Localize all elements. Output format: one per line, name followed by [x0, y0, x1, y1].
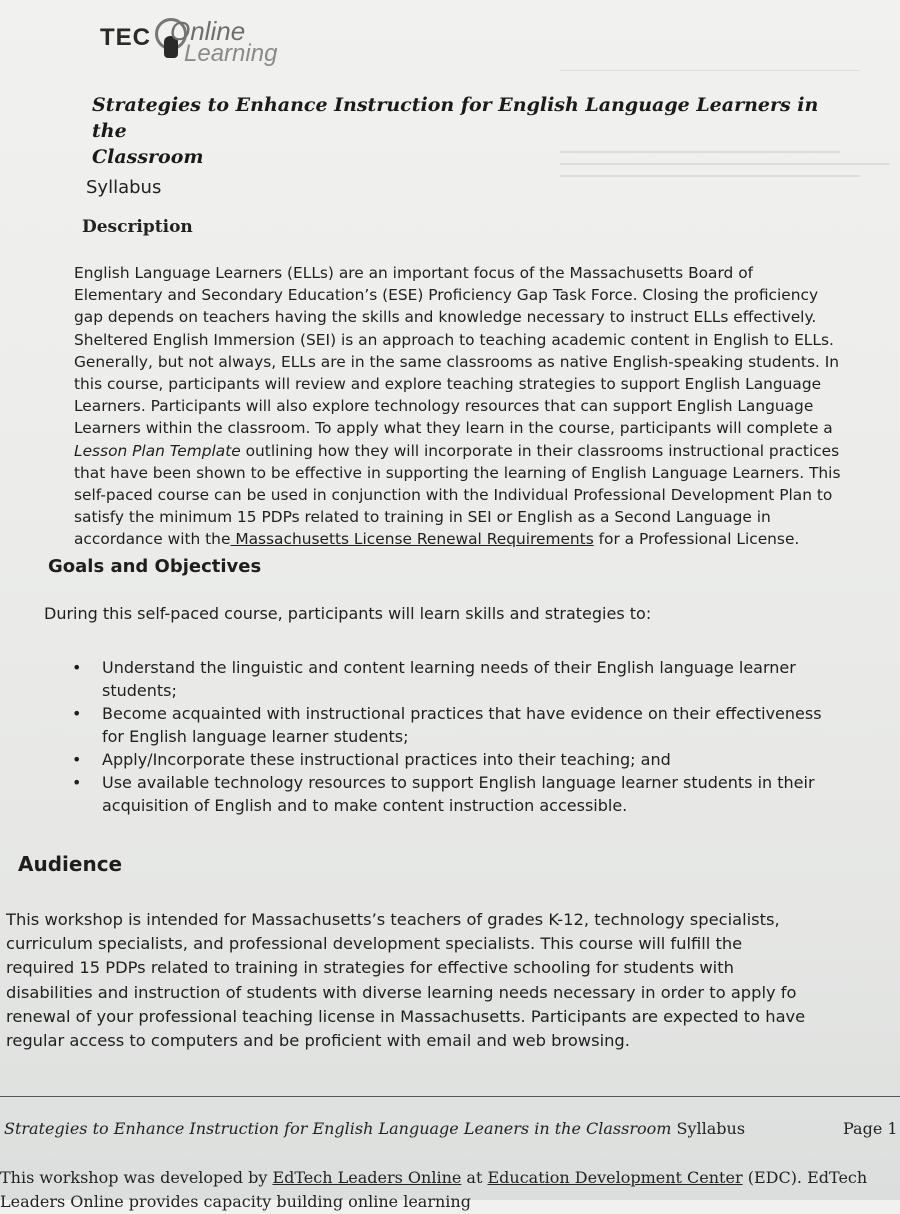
goal-line: Become acquainted with instructional practices that have evidence on their effectiveness [102, 704, 822, 723]
footer-title-rest: Syllabus [671, 1119, 746, 1138]
logo-learning-text: Learning [184, 40, 278, 67]
document-title [92, 92, 852, 170]
credits-text-part: (EDC). EdTech [742, 1168, 868, 1187]
description-heading: Description [82, 217, 193, 237]
tec-online-learning-logo [100, 14, 330, 66]
description-line: Sheltered English Immersion (SEI) is an approach to teaching academic content in English to ELLs. [74, 330, 834, 349]
description-line: this course, participants will review and explore teaching strategies to support English Language [74, 375, 822, 394]
goal-line: Understand the linguistic and content learning needs of their English language learner [102, 658, 796, 677]
description-line [74, 440, 900, 462]
title-line: Classroom [92, 146, 204, 168]
audience-line: This workshop is intended for Massachusetts’s teachers of grades K-12, technology specialists, [6, 910, 780, 929]
bullet-icon: • [72, 773, 82, 792]
logo-online-text: Online [170, 16, 246, 46]
audience-heading: Audience [18, 852, 123, 876]
audience-line: regular access to computers and be proficient with email and web browsing. [6, 1031, 630, 1051]
description-line: Learners. Participants will also explore technology resources that can support English Language [74, 397, 814, 416]
list-item [56, 656, 900, 702]
logo-tec-text: TEC [100, 24, 151, 51]
audience-line: renewal of your professional teaching license in Massachusetts. Participants are expected to have [6, 1006, 806, 1026]
description-line [74, 528, 900, 550]
description-line: Generally, but not always, ELLs are in the same classrooms as native English-speaking students. In [74, 352, 840, 371]
goals-list [56, 656, 900, 817]
audience-line: disabilities and instruction of students with diverse learning needs necessary in order to apply fo [6, 982, 797, 1002]
edtech-leaders-online-link[interactable]: EdTech Leaders Online [272, 1168, 462, 1187]
bullet-icon: • [72, 750, 82, 769]
goal-line: Apply/Incorporate these instructional practices into their teaching; and [102, 750, 671, 769]
credits-text-part: This workshop was developed by [0, 1168, 273, 1187]
description-line: English Language Learners (ELLs) are an important focus of the Massachusetts Board of [74, 264, 754, 282]
audience-line: required 15 PDPs related to training in strategies for effective schooling for students with [6, 958, 734, 978]
list-item [56, 748, 900, 771]
license-renewal-link[interactable]: Massachusetts License Renewal Requirements [230, 530, 594, 549]
list-item [56, 771, 900, 817]
description-line: that have been shown to be effective in supporting the learning of English Language Learners. This [74, 463, 841, 482]
description-text: accordance with the [74, 530, 231, 549]
credits-line [0, 1166, 867, 1190]
description-line: Elementary and Secondary Education’s (ESE) Proficiency Gap Task Force. Closing the proficiency [74, 286, 819, 305]
goal-line: acquisition of English and to make content instruction accessible. [102, 796, 628, 815]
edc-link[interactable]: Education Development Center [487, 1168, 743, 1187]
footer-divider [0, 1096, 900, 1097]
list-item [56, 702, 900, 748]
document-subtitle: Syllabus [86, 177, 162, 198]
footer-title-italic: Strategies to Enhance Instruction for English Language Leaners in the Classroom [4, 1119, 672, 1138]
title-line: Strategies to Enhance Instruction for English Language Learners in the [92, 94, 819, 142]
description-line: gap depends on teachers having the skills and knowledge necessary to instruct ELLs effectively. [74, 308, 817, 327]
bullet-icon: • [72, 704, 82, 723]
goal-line: for English language learner students; [102, 727, 409, 746]
goal-line: Use available technology resources to support English language learner students in their [102, 773, 815, 792]
description-line: self-paced course can be used in conjunction with the Individual Professional Development Plan to [74, 486, 833, 505]
goal-line: students; [102, 681, 177, 700]
description-paragraph [74, 262, 900, 551]
description-text: outlining how they will incorporate in their classrooms instructional practices [240, 441, 840, 460]
page-number: Page 1 [843, 1119, 898, 1138]
credits-text-part: at [461, 1168, 488, 1187]
lesson-plan-template-term: Lesson Plan Template [74, 441, 241, 460]
description-text: for a Professional License. [593, 530, 800, 549]
goals-intro: During this self-paced course, participants will learn skills and strategies to: [44, 604, 652, 623]
bullet-icon: • [72, 658, 82, 677]
footer-title [4, 1119, 745, 1138]
description-line: satisfy the minimum 15 PDPs related to training in SEI or English as a Second Language in [74, 508, 771, 527]
credits-line: Leaders Online provides capacity building online learning [0, 1192, 471, 1211]
audience-paragraph [6, 908, 900, 1053]
goals-heading: Goals and Objectives [48, 556, 262, 577]
credits-text [0, 1166, 867, 1214]
audience-line: curriculum specialists, and professional development specialists. This course will fulfill the [6, 934, 743, 954]
description-line: Learners within the classroom. To apply what they learn in the course, participants will complete a [74, 419, 833, 438]
